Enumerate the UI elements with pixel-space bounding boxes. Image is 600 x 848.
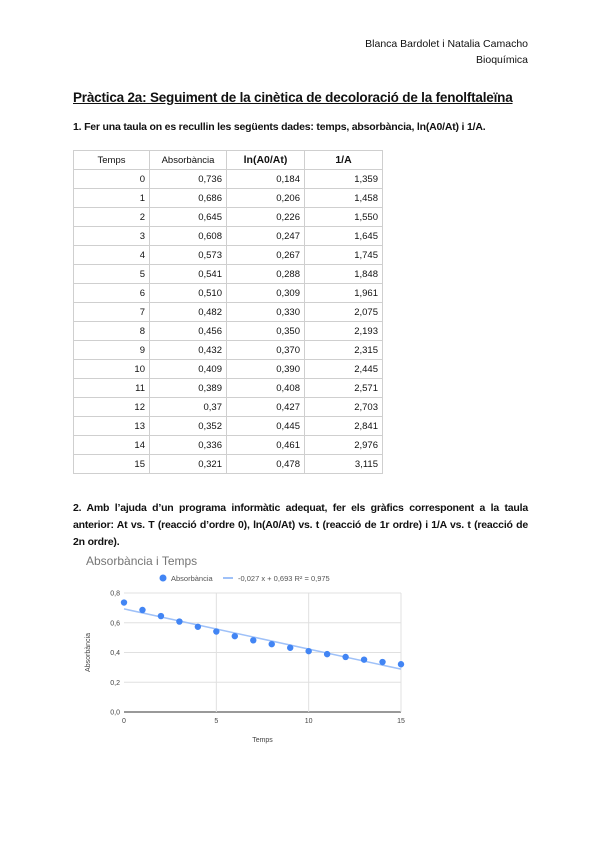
data-point	[324, 651, 330, 657]
table-cell: 0,350	[227, 322, 305, 341]
absorbance-chart	[78, 548, 418, 748]
table-cell: 1,550	[305, 208, 383, 227]
chart-title: Absorbància i Temps	[86, 554, 198, 568]
table-cell: 12	[74, 398, 150, 417]
y-tick-label: 0,2	[110, 679, 120, 687]
table-cell: 3	[74, 227, 150, 246]
table-cell: 2,315	[305, 341, 383, 360]
col-header-absorbancia: Absorbància	[150, 151, 227, 170]
question-2: 2. Amb l’ajuda d’un programa informàtic adequat, fer els gràfics corresponent a la taula anterior: At vs. T (reacció d’ordre 0), ln(A0/At) vs. t (reacció de 1r ordre) i 1/A vs. t (reacció de 2n ordre).	[73, 502, 528, 548]
x-tick-label: 0	[122, 718, 126, 725]
y-tick-label: 0,4	[110, 650, 120, 657]
table-cell: 2,445	[305, 360, 383, 379]
table-cell: 1,848	[305, 265, 383, 284]
table-cell: 0,432	[150, 341, 227, 360]
data-point	[287, 645, 293, 651]
table-cell: 0,247	[227, 227, 305, 246]
table-cell: 0,541	[150, 265, 227, 284]
table-cell: 0,352	[150, 417, 227, 436]
x-tick-label: 5	[214, 718, 219, 725]
page-header	[365, 36, 528, 68]
data-point	[139, 607, 145, 613]
data-point	[361, 656, 367, 662]
table-cell: 0,389	[150, 379, 227, 398]
table-cell: 0,736	[150, 170, 227, 189]
table-cell: 0,226	[227, 208, 305, 227]
table-row	[74, 227, 383, 246]
table-cell: 1,359	[305, 170, 383, 189]
table-cell: 0,461	[227, 436, 305, 455]
table-cell: 0,686	[150, 189, 227, 208]
data-point	[398, 661, 404, 667]
legend-marker-absorbancia	[160, 575, 167, 582]
legend-label-absorbancia: Absorbància	[171, 574, 213, 583]
document-title: Pràctica 2a: Seguiment de la cinètica de decoloració de la fenolftaleïna	[73, 90, 513, 105]
table-cell: 10	[74, 360, 150, 379]
table-cell: 0,184	[227, 170, 305, 189]
data-point	[121, 599, 127, 605]
table-cell: 6	[74, 284, 150, 303]
table-cell: 0,330	[227, 303, 305, 322]
table-cell: 0,456	[150, 322, 227, 341]
table-cell: 7	[74, 303, 150, 322]
table-cell: 0,288	[227, 265, 305, 284]
table-cell: 13	[74, 417, 150, 436]
table-row	[74, 170, 383, 189]
x-axis-label: Temps	[252, 737, 273, 744]
data-point	[305, 648, 311, 654]
table-row	[74, 303, 383, 322]
data-point	[379, 659, 385, 665]
table-row	[74, 379, 383, 398]
trendline	[124, 609, 401, 669]
table-cell: 0,478	[227, 455, 305, 474]
col-header-ln: ln(A0/At)	[227, 151, 305, 170]
table-cell: 14	[74, 436, 150, 455]
table-row	[74, 417, 383, 436]
table-cell: 2,571	[305, 379, 383, 398]
table-row	[74, 246, 383, 265]
table-header-row	[74, 151, 383, 170]
table-row	[74, 284, 383, 303]
table-cell: 0,645	[150, 208, 227, 227]
table-cell: 1	[74, 189, 150, 208]
data-point	[158, 613, 164, 619]
table-cell: 0,608	[150, 227, 227, 246]
data-point	[250, 637, 256, 643]
table-cell: 4	[74, 246, 150, 265]
table-row	[74, 265, 383, 284]
data-point	[195, 624, 201, 630]
subject: Bioquímica	[476, 54, 528, 66]
table-cell: 0,309	[227, 284, 305, 303]
table-cell: 0,408	[227, 379, 305, 398]
table-cell: 0,573	[150, 246, 227, 265]
table-cell: 9	[74, 341, 150, 360]
table-cell: 2,075	[305, 303, 383, 322]
table-cell: 0,206	[227, 189, 305, 208]
table-cell: 0,427	[227, 398, 305, 417]
table-cell: 2,976	[305, 436, 383, 455]
table-cell: 2,193	[305, 322, 383, 341]
table-cell: 0,321	[150, 455, 227, 474]
table-cell: 5	[74, 265, 150, 284]
data-table	[73, 150, 383, 474]
data-point	[342, 654, 348, 660]
table-cell: 2,703	[305, 398, 383, 417]
x-tick-label: 10	[304, 718, 313, 725]
table-row	[74, 189, 383, 208]
table-cell: 8	[74, 322, 150, 341]
table-cell: 1,961	[305, 284, 383, 303]
table-row	[74, 398, 383, 417]
table-cell: 0,336	[150, 436, 227, 455]
table-cell: 0,482	[150, 303, 227, 322]
x-tick-label: 15	[397, 718, 405, 725]
table-cell: 2,841	[305, 417, 383, 436]
table-row	[74, 341, 383, 360]
table-cell: 0,409	[150, 360, 227, 379]
table-row	[74, 322, 383, 341]
col-header-temps: Temps	[74, 151, 150, 170]
data-point	[176, 618, 182, 624]
authors: Blanca Bardolet i Natalia Camacho	[365, 38, 528, 50]
y-tick-label: 0,8	[110, 590, 120, 598]
data-point	[213, 628, 219, 634]
table-cell: 1,745	[305, 246, 383, 265]
table-cell: 0	[74, 170, 150, 189]
table-cell: 2	[74, 208, 150, 227]
table-cell: 0,445	[227, 417, 305, 436]
table-cell: 0,510	[150, 284, 227, 303]
table-cell: 0,390	[227, 360, 305, 379]
table-row	[74, 455, 383, 474]
table-cell: 0,267	[227, 246, 305, 265]
table-cell: 15	[74, 455, 150, 474]
table-row	[74, 360, 383, 379]
question-1: 1. Fer una taula on es recullin les següents dades: temps, absorbància, ln(A0/At) i 1/A.	[73, 121, 486, 133]
table-cell: 3,115	[305, 455, 383, 474]
table-row	[74, 436, 383, 455]
legend-label-trendline: -0,027 x + 0,693 R² = 0,975	[238, 574, 330, 583]
y-axis-label: Absorbància	[85, 633, 92, 672]
col-header-inverse: 1/A	[305, 151, 383, 170]
table-cell: 1,458	[305, 189, 383, 208]
y-tick-label: 0,6	[110, 620, 120, 628]
table-cell: 0,370	[227, 341, 305, 360]
table-cell: 0,37	[150, 398, 227, 417]
y-tick-label: 0,0	[110, 709, 120, 717]
table-row	[74, 208, 383, 227]
data-point	[269, 641, 275, 647]
table-cell: 1,645	[305, 227, 383, 246]
data-point	[232, 633, 238, 639]
table-cell: 11	[74, 379, 150, 398]
